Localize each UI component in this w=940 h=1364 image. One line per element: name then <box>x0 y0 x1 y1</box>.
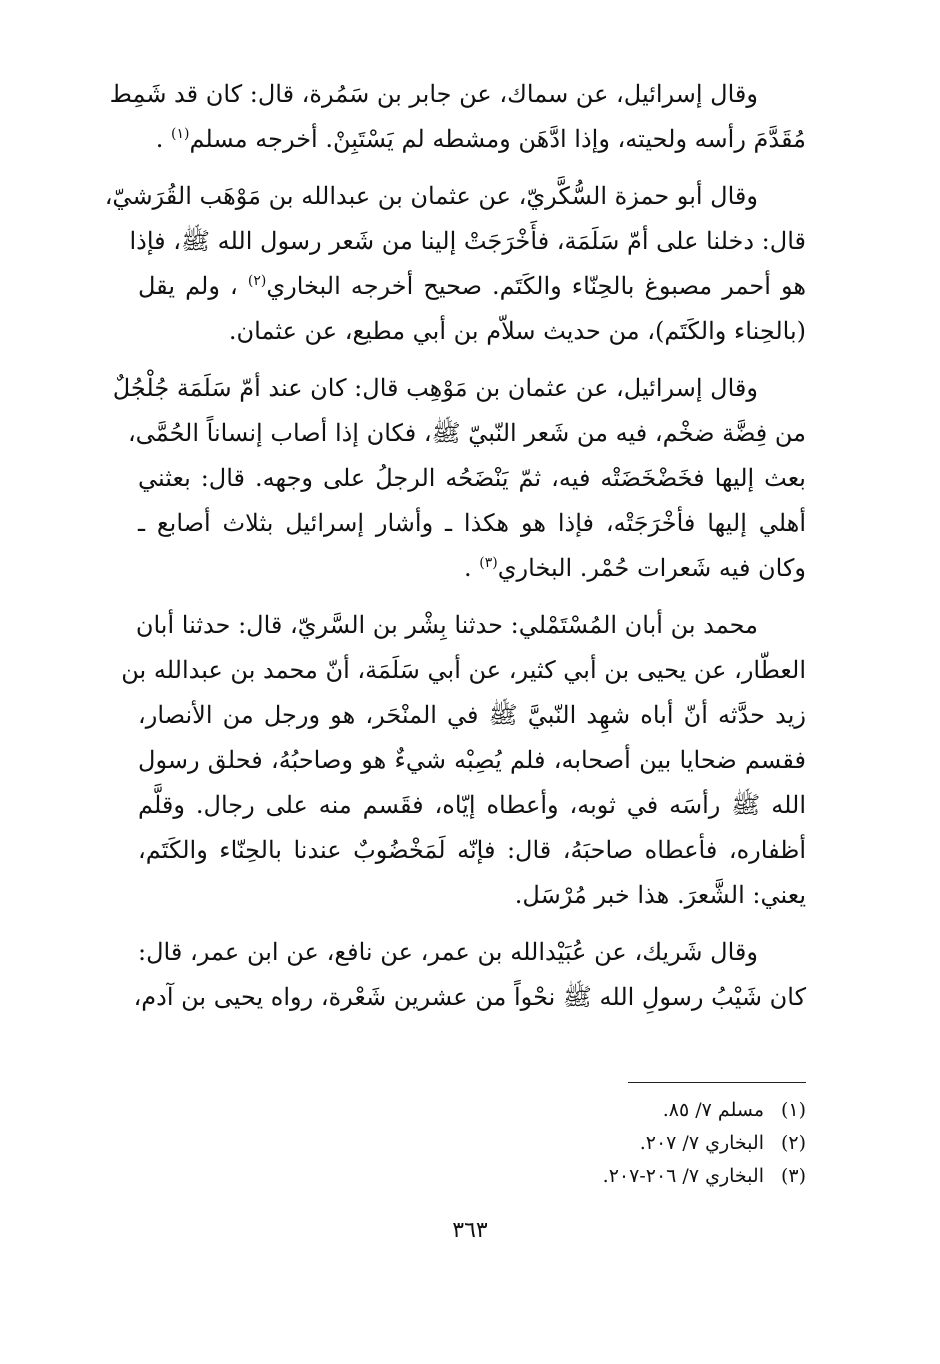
page-number: ٣٦٣ <box>452 1218 488 1243</box>
footnote-text: البخاري ٧/ ٢٠٧. <box>639 1132 764 1154</box>
paragraph-3 <box>112 366 806 591</box>
text-line: وقال أبو حمزة السُّكَّريّ، عن عثمان بن عبدالله بن مَوْهَب القُرَشيّ، <box>104 182 758 210</box>
paragraph-4 <box>121 603 806 918</box>
footnote-3 <box>380 1160 806 1193</box>
paragraph-5 <box>133 930 806 1020</box>
text-line: العطّار، عن يحيى بن أبي كثير، عن أبي سَلَمَة، أنّ محمد بن عبدالله بن <box>121 656 806 684</box>
footnote-text: البخاري ٧/ ٢٠٦-٢٠٧. <box>602 1165 764 1187</box>
text-line: أهلي إليها فأخْرَجَتْه، فإذا هو هكذا ـ وأشار إسرائيل بثلاث أصابع ـ <box>138 509 806 537</box>
footnote-number: (٢) <box>780 1132 806 1154</box>
footnote-number: (١) <box>780 1099 806 1121</box>
page-body <box>104 72 806 1032</box>
text-line: (بالحِناء والكَتَم)، من حديث سلاّم بن أبي مطيع، عن عثمان. <box>228 317 806 345</box>
text-line: الله ﷺ رأسَه في ثوبه، وأعطاه إيّاه، فقَسم منه على رجال. وقلَّم <box>138 791 806 819</box>
text-line: وقال إسرائيل، عن سماك، عن جابر بن سَمُرة، قال: كان قد شَمِط <box>109 80 758 108</box>
text-run: مُقَدَّمَ رأسه ولحيته، وإذا ادَّهَن ومشطه لم يَسْتَبِنْ. أخرجه مسلم <box>189 125 806 153</box>
footnote-marker: (١) <box>170 126 190 142</box>
text-line: وقال شَريك، عن عُبَيْدالله بن عمر، عن نافع، عن ابن عمر، قال: <box>138 938 758 966</box>
text-line: يعني: الشَّعرَ. هذا خبر مُرْسَل. <box>514 881 806 909</box>
footnote-divider <box>628 1082 806 1083</box>
footnote-marker: (٣) <box>479 555 498 571</box>
text-line: وقال إسرائيل، عن عثمان بن مَوْهِب قال: كان عند أمّ سَلَمَة جُلْجُلٌ <box>112 374 758 402</box>
paragraph-1 <box>109 72 806 162</box>
footnotes <box>380 1094 806 1193</box>
text-line: زيد حدَّثه أنّ أباه شهِد النّبيَّ ﷺ في المنْحَر، هو ورجل من الأنصار، <box>138 701 806 729</box>
footnote-marker: (٢) <box>247 273 267 289</box>
text-line: كان شَيْبُ رسولِ الله ﷺ نحْواً من عشرين شَعْرة، رواه يحيى بن آدم، <box>133 983 806 1011</box>
text-line <box>138 264 806 309</box>
text-line: أظفاره، فأعطاه صاحبَهُ، قال: فإنّه لَمَخْضُوبٌ عندنا بالحِنّاء والكَتَم، <box>138 836 806 864</box>
text-line: قال: دخلنا على أمّ سَلَمَة، فأَخْرَجَتْ إلينا من شَعر رسول الله ﷺ، فإذا <box>129 227 806 255</box>
text-line: من فِضَّة ضخْم، فيه من شَعر النّبيّ ﷺ، فكان إذا أصاب إنساناً الحُمَّى، <box>127 419 806 447</box>
text-run: . <box>464 554 480 582</box>
footnote-text: مسلم ٧/ ٨٥. <box>662 1099 764 1121</box>
text-line <box>138 117 806 162</box>
text-line: بعث إليها فخَضْخَضَتْه فيه، ثمّ يَنْضَحُه الرجلُ على وجهه. قال: بعثني <box>138 464 806 492</box>
paragraph-2 <box>104 174 806 354</box>
text-run: ، ولم يقل <box>138 272 248 300</box>
text-run: . <box>155 125 171 153</box>
text-line: محمد بن أبان المُسْتَمْلي: حدثنا بِشْر بن السَّريّ، قال: حدثنا أبان <box>135 611 758 639</box>
text-run: وكان فيه شَعرات حُمْر. البخاري <box>497 554 806 582</box>
footnote-number: (٣) <box>780 1165 806 1187</box>
footnote-2 <box>380 1127 806 1160</box>
text-line: فقسم ضحايا بين أصحابه، فلم يُصِبْه شيءٌ هو وصاحبُهُ، فحلق رسول <box>138 746 806 774</box>
text-run: هو أحمر مصبوغ بالحِنّاء والكَتَم. صحيح أخرجه البخاري <box>266 272 806 300</box>
text-line <box>138 546 806 591</box>
footnote-1 <box>380 1094 806 1127</box>
